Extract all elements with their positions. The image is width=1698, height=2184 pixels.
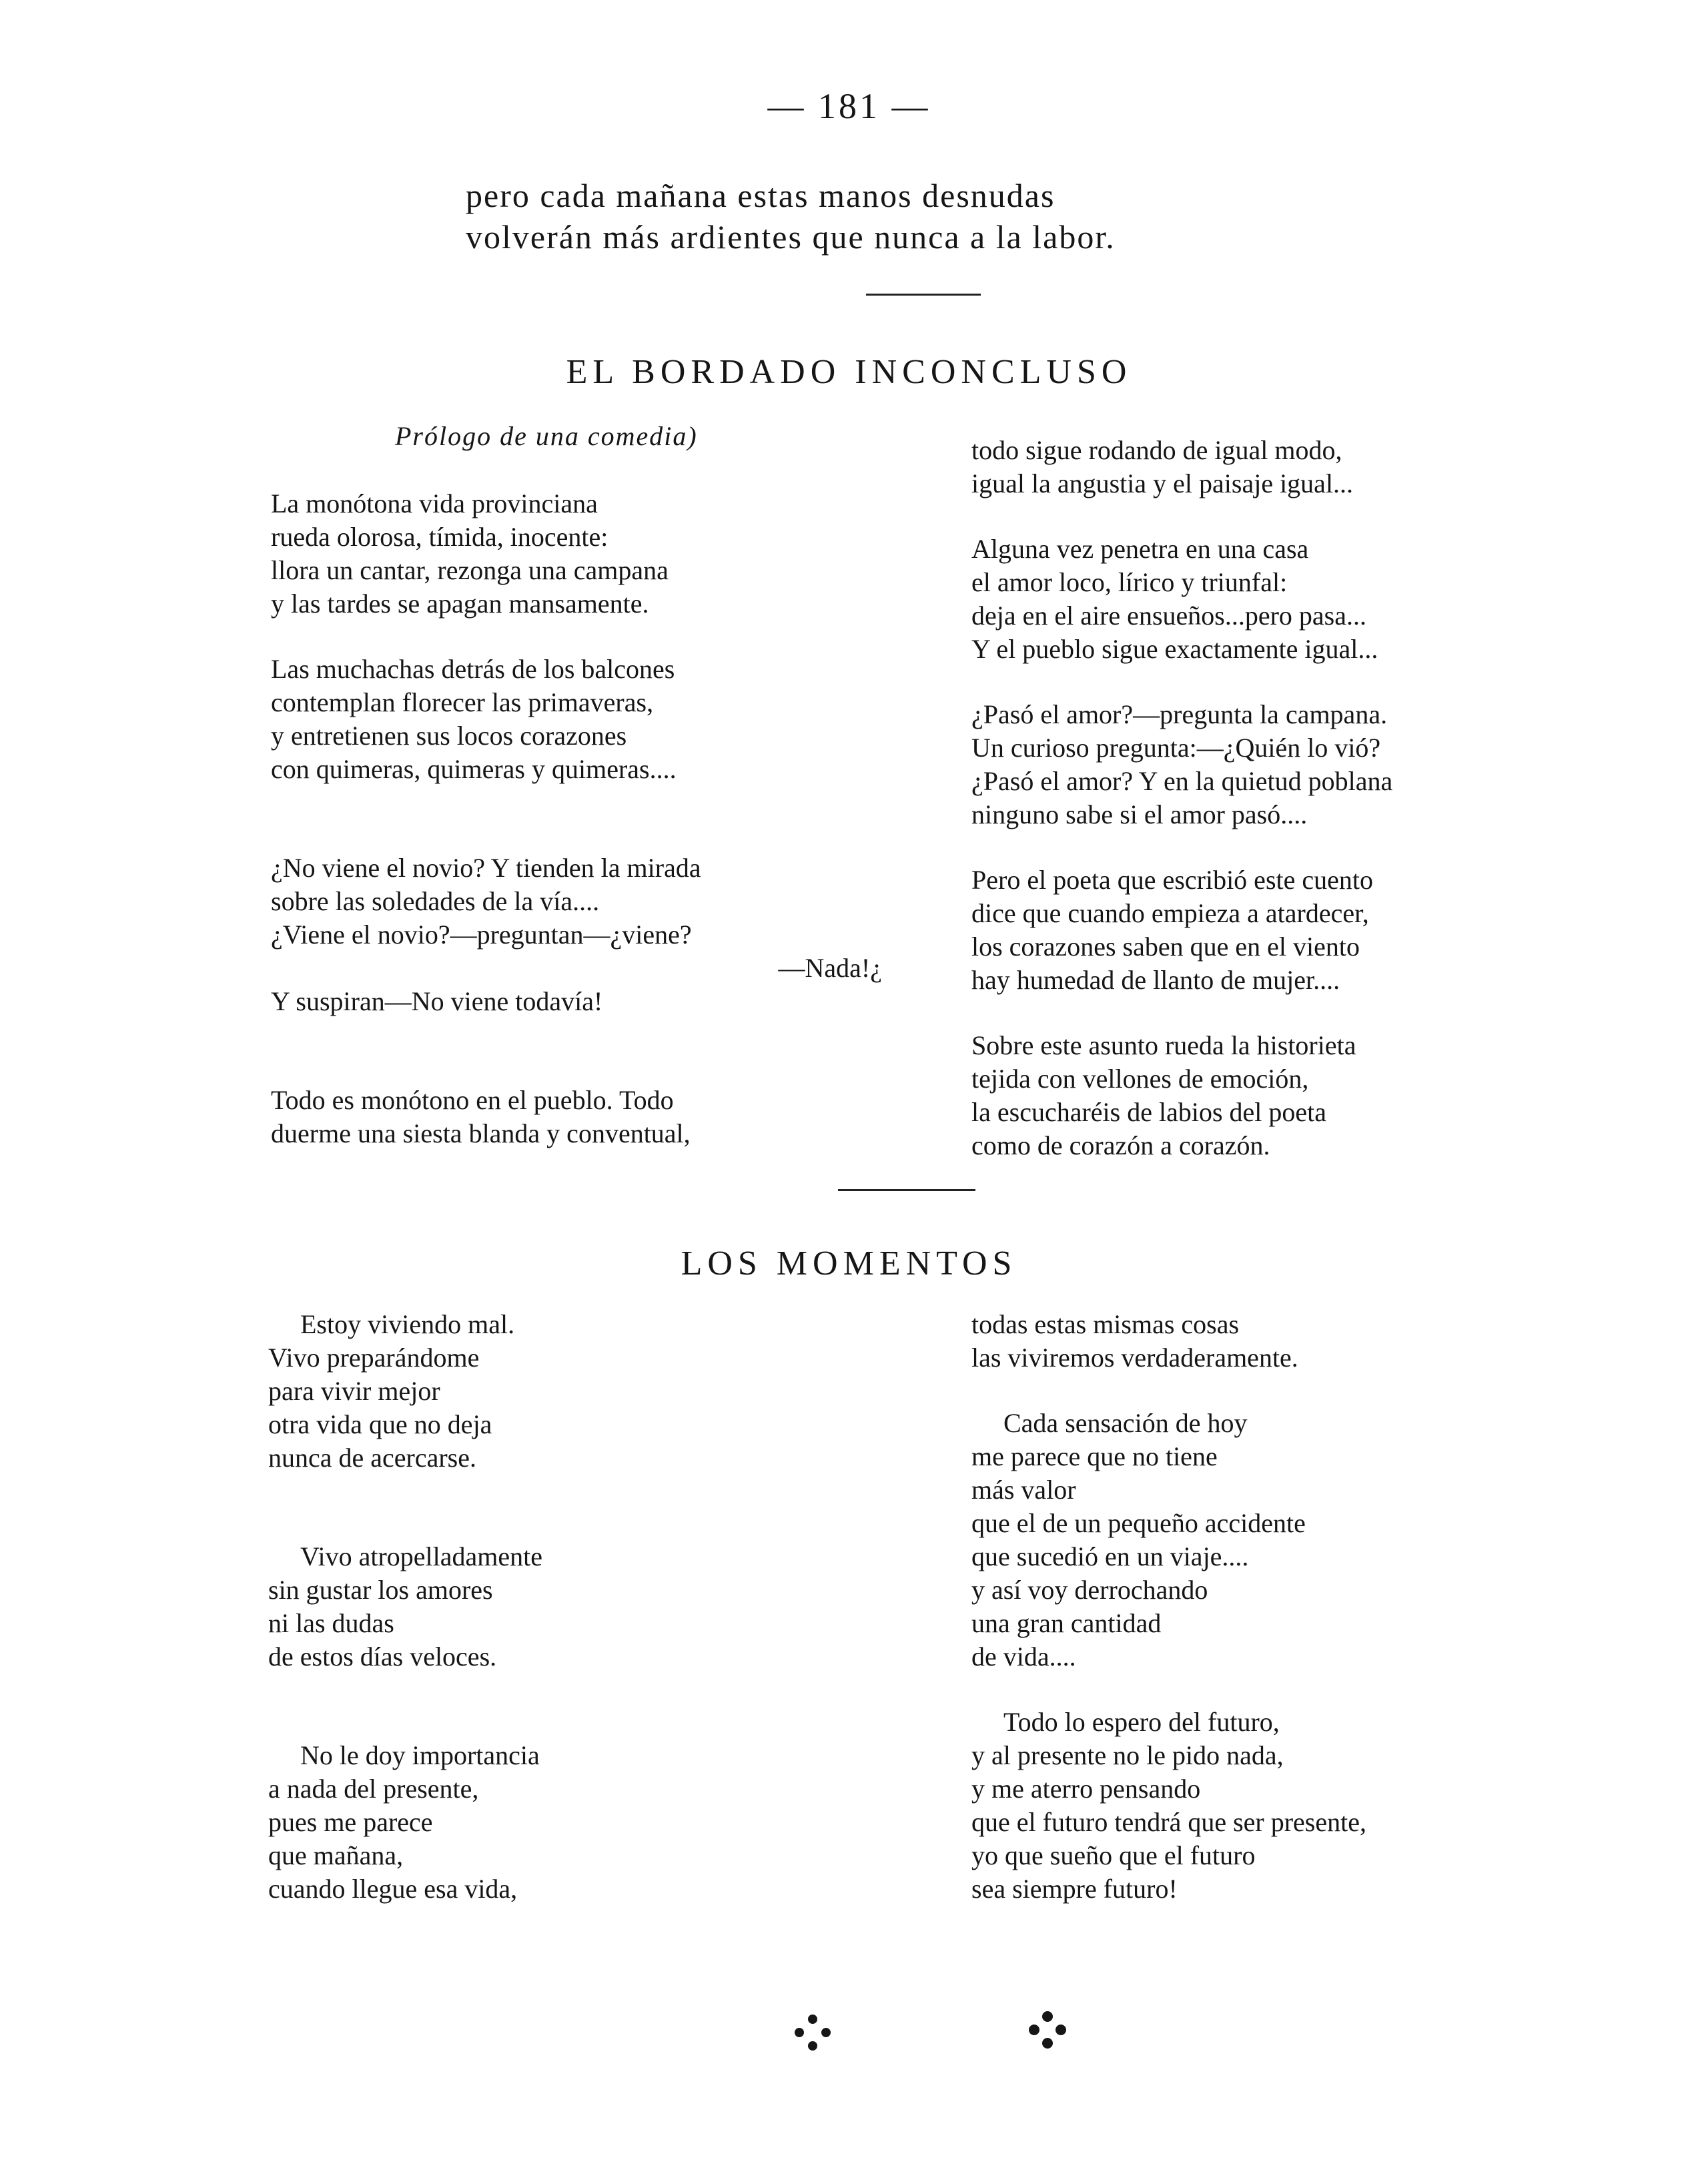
- poem2-left-column: [268, 1308, 909, 1938]
- verse-line: sobre las soledades de la vía....: [271, 886, 600, 916]
- diamond-ornament-icon: [793, 2013, 833, 2053]
- verse-line: a nada del presente,: [268, 1774, 479, 1804]
- verse-line: volverán más ardientes que nunca a la labor.: [466, 218, 1116, 256]
- verse-line: Estoy viviendo mal.: [300, 1309, 515, 1339]
- verse-line: ¿Pasó el amor? Y en la quietud poblana: [971, 766, 1393, 796]
- verse-line: dice que cuando empieza a atardecer,: [971, 898, 1369, 928]
- verse-line: con quimeras, quimeras y quimeras....: [271, 754, 677, 784]
- verse-line: sin gustar los amores: [268, 1575, 493, 1605]
- verse-line: rueda olorosa, tímida, inocente:: [271, 522, 608, 552]
- verse-line: y al presente no le pido nada,: [971, 1740, 1284, 1770]
- verse-line: Todo lo espero del futuro,: [1003, 1707, 1280, 1737]
- verse-line: para vivir mejor: [268, 1376, 440, 1406]
- verse-line: y las tardes se apagan mansamente.: [271, 589, 649, 619]
- verse-line: sea siempre futuro!: [971, 1874, 1178, 1904]
- verse-line: el amor loco, lírico y triunfal:: [971, 567, 1288, 597]
- verse-line: de estos días veloces.: [268, 1642, 497, 1672]
- verse-line: y entretienen sus locos corazones: [271, 721, 627, 751]
- verse-line: Vivo atropelladamente: [300, 1541, 543, 1571]
- verse-line: cuando llegue esa vida,: [268, 1874, 518, 1904]
- verse-line: y me aterro pensando: [971, 1774, 1201, 1804]
- verse-line: los corazones saben que en el viento: [971, 932, 1360, 962]
- verse-line: que el futuro tendrá que ser presente,: [971, 1807, 1366, 1837]
- verse-line: pues me parece: [268, 1807, 433, 1837]
- verse-line: contemplan florecer las primaveras,: [271, 687, 654, 717]
- verse-line: Sobre este asunto rueda la historieta: [971, 1030, 1356, 1060]
- verse-line: ninguno sabe si el amor pasó....: [971, 799, 1308, 829]
- verse-line: llora un cantar, rezonga una campana: [271, 555, 669, 585]
- verse-line: Y suspiran—No viene todavía!: [271, 986, 603, 1016]
- poem1-right-column: [971, 434, 1639, 1194]
- verse-line: nunca de acercarse.: [268, 1443, 476, 1473]
- poem-subtitle: Prólogo de una comedia): [395, 421, 698, 451]
- verse-line: igual la angustia y el paisaje igual...: [971, 468, 1354, 498]
- verse-line: La monótona vida provinciana: [271, 488, 598, 518]
- verse-line: como de corazón a corazón.: [971, 1130, 1270, 1160]
- page-number: — 181 —: [767, 86, 931, 126]
- verse-line: la escucharéis de labios del poeta: [971, 1097, 1326, 1127]
- diamond-ornament-icon: [1027, 2010, 1068, 2050]
- verse-line: Alguna vez penetra en una casa: [971, 534, 1309, 564]
- verse-line: —Nada!¿: [778, 953, 882, 983]
- verse-line: pero cada mañana estas manos desnudas: [466, 177, 1055, 214]
- verse-line: No le doy importancia: [300, 1740, 540, 1770]
- verse-line: duerme una siesta blanda y conventual,: [271, 1118, 691, 1148]
- verse-line: de vida....: [971, 1642, 1076, 1672]
- verse-line: ¿Viene el novio?—preguntan—¿viene?: [271, 920, 692, 950]
- verse-line: Vivo preparándome: [268, 1343, 480, 1373]
- verse-line: ¿Pasó el amor?—pregunta la campana.: [971, 699, 1388, 729]
- section-divider: [838, 1189, 975, 1191]
- verse-line: Y el pueblo sigue exactamente igual...: [971, 634, 1378, 664]
- verse-line: yo que sueño que el futuro: [971, 1840, 1256, 1870]
- verse-line: Cada sensación de hoy: [1003, 1408, 1248, 1438]
- verse-line: otra vida que no deja: [268, 1409, 492, 1439]
- verse-line: más valor: [971, 1475, 1076, 1505]
- poem-title: EL BORDADO INCONCLUSO: [566, 353, 1132, 391]
- verse-line: Todo es monótono en el pueblo. Todo: [271, 1085, 674, 1115]
- verse-line: las viviremos verdaderamente.: [971, 1343, 1298, 1373]
- verse-line: Las muchachas detrás de los balcones: [271, 654, 675, 684]
- verse-line: deja en el aire ensueños...pero pasa...: [971, 601, 1366, 631]
- poem2-right-column: [971, 1308, 1639, 1938]
- poem-title: LOS MOMENTOS: [681, 1244, 1017, 1283]
- section-divider: [866, 294, 981, 296]
- verse-line: una gran cantidad: [971, 1608, 1162, 1638]
- verse-line: tejida con vellones de emoción,: [971, 1064, 1309, 1094]
- verse-line: todas estas mismas cosas: [971, 1309, 1240, 1339]
- opening-verse: [466, 175, 1116, 258]
- verse-line: Pero el poeta que escribió este cuento: [971, 865, 1373, 895]
- verse-line: que el de un pequeño accidente: [971, 1508, 1306, 1538]
- verse-line: todo sigue rodando de igual modo,: [971, 435, 1342, 465]
- verse-line: ¿No viene el novio? Y tienden la mirada: [271, 853, 701, 883]
- verse-line: y así voy derrochando: [971, 1575, 1208, 1605]
- verse-line: que mañana,: [268, 1840, 404, 1870]
- verse-line: hay humedad de llanto de mujer....: [971, 965, 1340, 995]
- verse-line: me parece que no tiene: [971, 1441, 1218, 1471]
- verse-line: Un curioso pregunta:—¿Quién lo vió?: [971, 733, 1381, 763]
- verse-line: ni las dudas: [268, 1608, 394, 1638]
- verse-line: que sucedió en un viaje....: [971, 1541, 1249, 1571]
- poem1-left-column: [271, 487, 911, 1182]
